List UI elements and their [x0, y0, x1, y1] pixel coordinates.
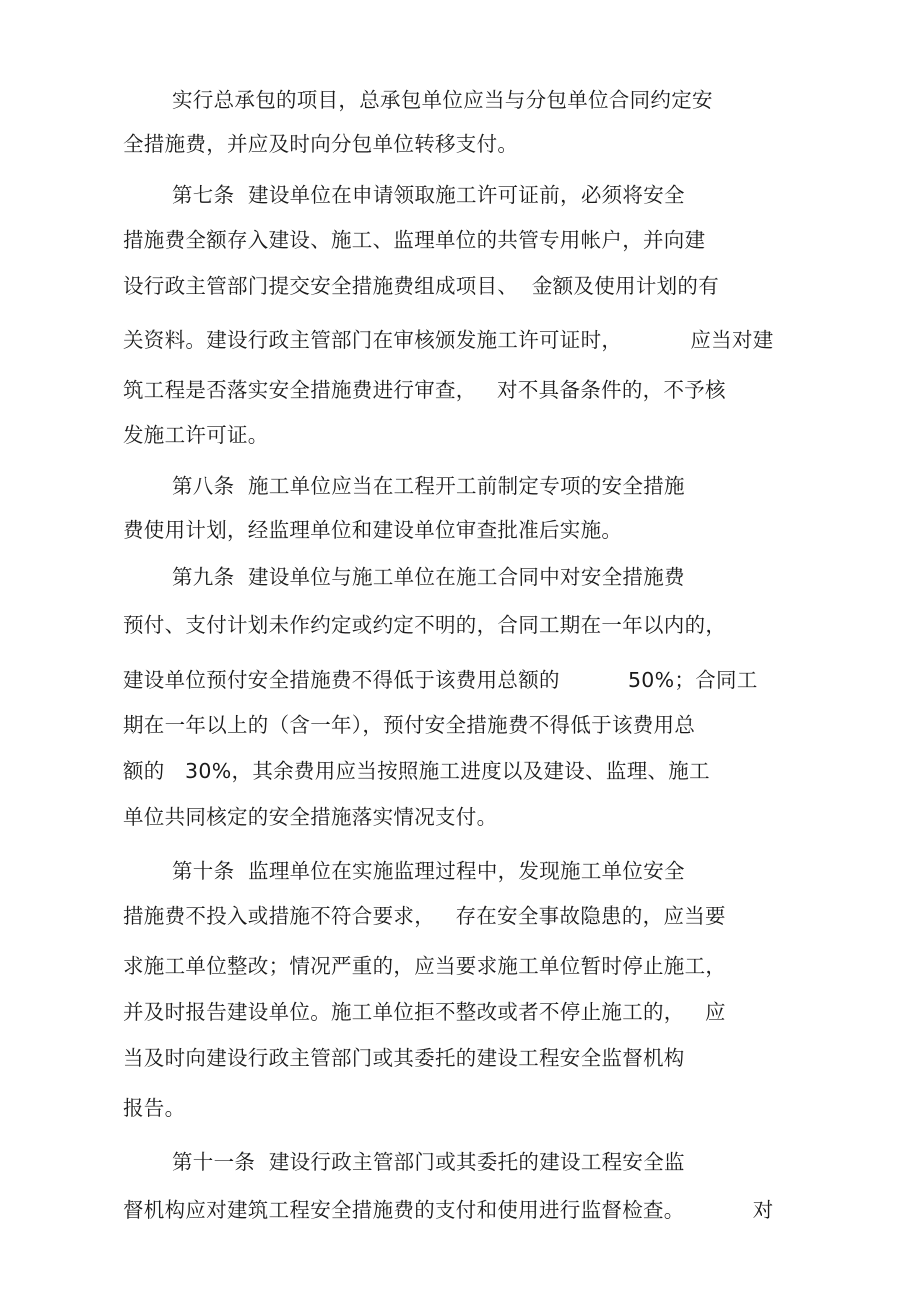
text-line: 期在一年以上的（含一年），预付安全措施费不得低于该费用总 — [123, 713, 696, 737]
text-line: 发施工许可证。 — [123, 423, 269, 447]
article-7-heading-line: 第七条 建设单位在申请领取施工许可证前，必须将安全 — [172, 183, 685, 207]
article-9-heading-line: 第九条 建设单位与施工单位在施工合同中对安全措施费 — [172, 565, 685, 589]
text-line: 实行总承包的项目，总承包单位应当与分包单位合同约定安 — [172, 88, 713, 112]
text-line: 额的 30%，其余费用应当按照施工进度以及建设、监理、施工 — [123, 759, 710, 783]
text-line: 当及时向建设行政主管部门或其委托的建设工程安全监督机构 — [123, 1046, 685, 1070]
article-11-heading-line: 第十一条 建设行政主管部门或其委托的建设工程安全监 — [172, 1150, 685, 1174]
text-line: 单位共同核定的安全措施落实情况支付。 — [123, 805, 498, 829]
text-line: 报告。 — [123, 1096, 186, 1120]
text-line: 措施费不投入或措施不符合要求， 存在安全事故隐患的，应当要 — [123, 904, 726, 928]
text-line: 关资料。建设行政主管部门在审核颁发施工许可证时， 应当对建 — [123, 328, 774, 352]
text-line: 筑工程是否落实安全措施费进行审查， 对不具备条件的，不予核 — [123, 378, 726, 402]
text-line: 措施费全额存入建设、施工、监理单位的共管专用帐户，并向建 — [123, 228, 706, 252]
article-8-heading-line: 第八条 施工单位应当在工程开工前制定专项的安全措施 — [172, 474, 685, 498]
text-line: 费使用计划，经监理单位和建设单位审查批准后实施。 — [123, 518, 623, 542]
text-line: 督机构应对建筑工程安全措施费的支付和使用进行监督检查。 对 — [123, 1198, 774, 1222]
text-line: 并及时报告建设单位。施工单位拒不整改或者不停止施工的， 应 — [123, 1000, 726, 1024]
text-line: 求施工单位整改；情况严重的，应当要求施工单位暂时停止施工， — [123, 954, 727, 978]
text-line: 建设单位预付安全措施费不得低于该费用总额的 50%；合同工 — [123, 668, 758, 692]
text-line: 全措施费，并应及时向分包单位转移支付。 — [123, 132, 519, 156]
article-10-heading-line: 第十条 监理单位在实施监理过程中，发现施工单位安全 — [172, 859, 685, 883]
text-line: 预付、支付计划未作约定或约定不明的，合同工期在一年以内的， — [123, 613, 727, 637]
text-line: 设行政主管部门提交安全措施费组成项目、 金额及使用计划的有 — [123, 274, 720, 298]
